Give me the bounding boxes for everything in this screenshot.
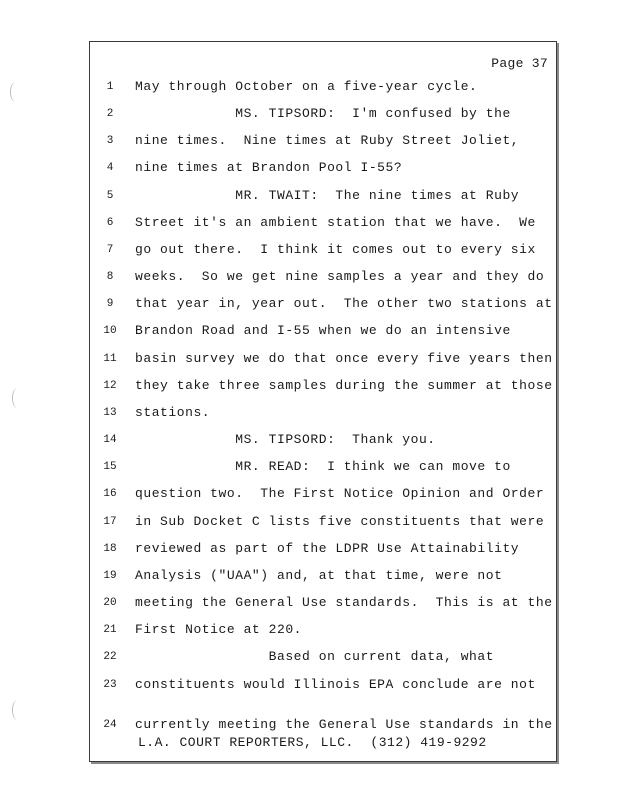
court-reporter-footer: L.A. COURT REPORTERS, LLC. (312) 419-9292 (138, 735, 487, 750)
line-text: constituents would Illinois EPA conclude are not (135, 677, 536, 692)
line-text: reviewed as part of the LDPR Use Attainability (135, 541, 520, 556)
line-text: MR. TWAIT: The nine times at Ruby (135, 188, 520, 203)
line-text: Brandon Road and I-55 when we do an intensive (135, 323, 511, 338)
line-number: 12 (103, 380, 117, 392)
line-number: 13 (103, 407, 117, 419)
line-text: First Notice at 220. (135, 622, 303, 637)
line-text: MS. TIPSORD: Thank you. (135, 432, 436, 447)
line-number: 11 (103, 353, 117, 365)
line-number: 19 (103, 570, 117, 582)
line-number: 17 (103, 516, 117, 528)
line-text: in Sub Docket C lists five constituents that were (135, 514, 545, 529)
transcript-page (89, 41, 557, 762)
line-text: go out there. I think it comes out to every six (135, 242, 536, 257)
line-text: Based on current data, what (135, 649, 495, 664)
line-number: 4 (106, 162, 114, 174)
line-text: that year in, year out. The other two stations at (135, 296, 553, 311)
line-number: 22 (103, 651, 117, 663)
line-number: 3 (106, 135, 114, 147)
line-number: 1 (106, 81, 114, 93)
line-number: 15 (103, 461, 117, 473)
line-text: nine times. Nine times at Ruby Street Joliet, (135, 133, 520, 148)
line-text: basin survey we do that once every five years then (135, 351, 553, 366)
line-text: Street it's an ambient station that we have. We (135, 215, 536, 230)
page-number: Page 37 (491, 56, 548, 71)
punch-hole-mark (10, 82, 21, 102)
line-number: 21 (103, 624, 117, 636)
line-number: 24 (103, 719, 117, 731)
line-number: 20 (103, 597, 117, 609)
line-number: 9 (106, 298, 114, 310)
line-number: 6 (106, 217, 114, 229)
line-text: stations. (135, 405, 211, 420)
line-number: 14 (103, 434, 117, 446)
line-text: nine times at Brandon Pool I-55? (135, 160, 403, 175)
line-number: 7 (106, 244, 114, 256)
line-text: weeks. So we get nine samples a year and they do (135, 269, 545, 284)
line-number: 18 (103, 543, 117, 555)
punch-hole-mark (12, 388, 23, 408)
line-text: May through October on a five-year cycle. (135, 79, 478, 94)
line-text: they take three samples during the summer at those (135, 378, 553, 393)
line-text: question two. The First Notice Opinion and Order (135, 486, 545, 501)
line-text: Analysis ("UAA") and, at that time, were not (135, 568, 503, 583)
line-number: 23 (103, 679, 117, 691)
punch-hole-mark (12, 700, 23, 720)
line-text: currently meeting the General Use standards in the (135, 717, 553, 732)
line-number: 16 (103, 488, 117, 500)
line-number: 5 (106, 190, 114, 202)
line-text: MR. READ: I think we can move to (135, 459, 511, 474)
line-number: 10 (103, 325, 117, 337)
line-text: meeting the General Use standards. This is at the (135, 595, 553, 610)
line-text: MS. TIPSORD: I'm confused by the (135, 106, 511, 121)
line-number: 8 (106, 271, 114, 283)
line-number: 2 (106, 108, 114, 120)
